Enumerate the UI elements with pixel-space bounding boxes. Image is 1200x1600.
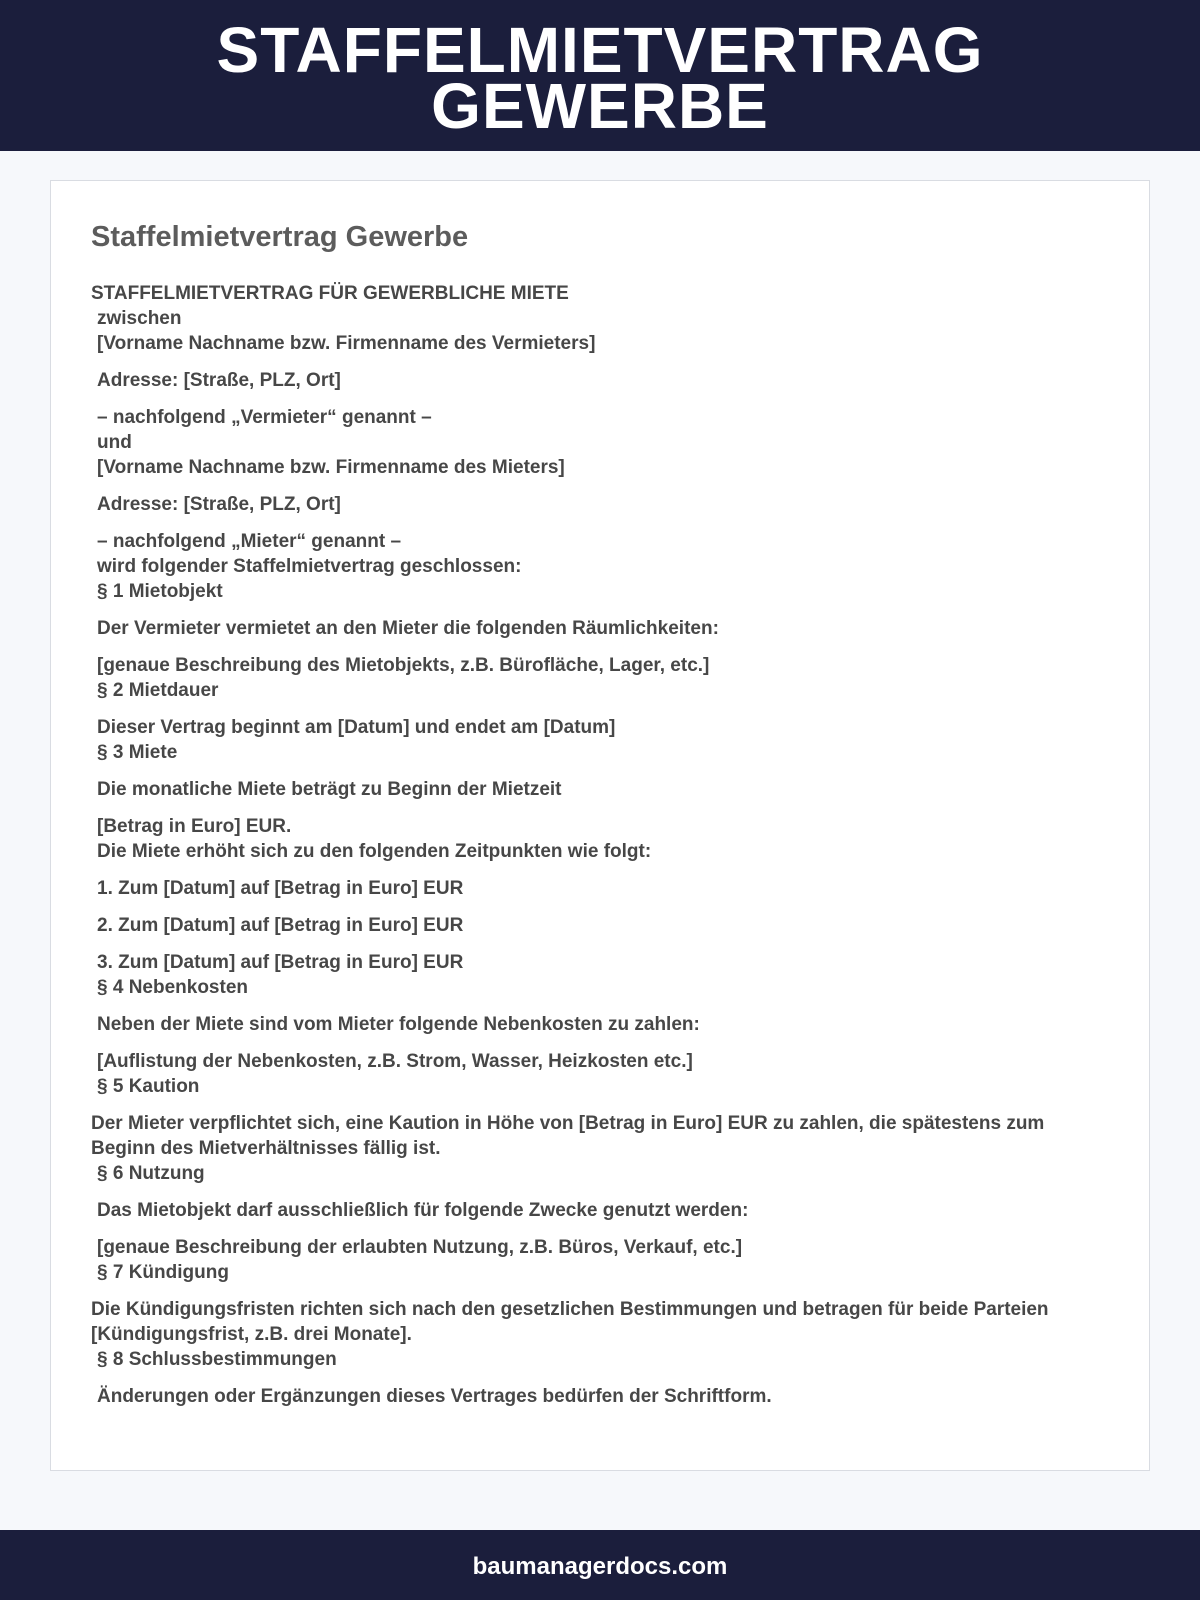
- text-line: wird folgender Staffelmietvertrag geschlossen:: [97, 556, 522, 577]
- header-title-line-1: STAFFELMIETVERTRAG: [216, 14, 984, 86]
- section-heading: § 6 Nutzung: [97, 1163, 205, 1184]
- document-heading: Staffelmietvertrag Gewerbe: [91, 221, 469, 253]
- text-line: Neben der Miete sind vom Mieter folgende Nebenkosten zu zahlen:: [97, 1014, 700, 1035]
- contract-title: STAFFELMIETVERTRAG FÜR GEWERBLICHE MIETE: [91, 283, 569, 304]
- page-header: [0, 0, 1200, 151]
- section-heading: § 1 Mietobjekt: [97, 581, 223, 602]
- landlord-address: Adresse: [Straße, PLZ, Ort]: [97, 370, 341, 391]
- header-title-line-2: GEWERBE: [431, 70, 769, 142]
- paragraph: Die Kündigungsfristen richten sich nach den gesetzlichen Bestimmungen und betragen für beide Parteien [Kündigungsfrist, z.B. drei Monate].: [91, 1299, 1049, 1345]
- text-line: Das Mietobjekt darf ausschließlich für folgende Zwecke genutzt werden:: [97, 1200, 749, 1221]
- document-card: [50, 180, 1150, 1471]
- text-line: [genaue Beschreibung des Mietobjekts, z.B. Bürofläche, Lager, etc.]: [97, 655, 710, 676]
- list-item: 2. Zum [Datum] auf [Betrag in Euro] EUR: [97, 915, 464, 936]
- list-item: 3. Zum [Datum] auf [Betrag in Euro] EUR: [97, 952, 464, 973]
- text-line: [Auflistung der Nebenkosten, z.B. Strom, Wasser, Heizkosten etc.]: [97, 1051, 693, 1072]
- page-footer: [0, 1530, 1200, 1600]
- footer-site-name: baumanagerdocs.com: [472, 1553, 728, 1580]
- text-line: Die Miete erhöht sich zu den folgenden Zeitpunkten wie folgt:: [97, 841, 652, 862]
- text-line: Änderungen oder Ergänzungen dieses Vertrages bedürfen der Schriftform.: [97, 1386, 772, 1407]
- text-line: Dieser Vertrag beginnt am [Datum] und endet am [Datum]: [97, 717, 616, 738]
- text-line: – nachfolgend „Vermieter“ genannt –: [97, 407, 432, 428]
- text-line: und: [97, 432, 132, 453]
- section-heading: § 2 Mietdauer: [97, 680, 219, 701]
- text-line: Der Vermieter vermietet an den Mieter die folgenden Räumlichkeiten:: [97, 618, 719, 639]
- tenant-address: Adresse: [Straße, PLZ, Ort]: [97, 494, 341, 515]
- landlord-name-placeholder: [Vorname Nachname bzw. Firmenname des Vermieters]: [97, 333, 596, 354]
- section-heading: § 7 Kündigung: [97, 1262, 229, 1283]
- text-line: [Betrag in Euro] EUR.: [97, 816, 292, 837]
- tenant-name-placeholder: [Vorname Nachname bzw. Firmenname des Mieters]: [97, 457, 565, 478]
- paragraph: Der Mieter verpflichtet sich, eine Kaution in Höhe von [Betrag in Euro] EUR zu zahlen, die spätestens zum Beginn des Mietverhältnisses fällig ist.: [91, 1113, 1045, 1159]
- text-line: Die monatliche Miete beträgt zu Beginn der Mietzeit: [97, 779, 562, 800]
- text-line: – nachfolgend „Mieter“ genannt –: [97, 531, 402, 552]
- text-line: [genaue Beschreibung der erlaubten Nutzung, z.B. Büros, Verkauf, etc.]: [97, 1237, 743, 1258]
- text-line: zwischen: [97, 308, 182, 329]
- section-heading: § 8 Schlussbestimmungen: [97, 1349, 337, 1370]
- section-heading: § 5 Kaution: [97, 1076, 200, 1097]
- list-item: 1. Zum [Datum] auf [Betrag in Euro] EUR: [97, 878, 464, 899]
- section-heading: § 3 Miete: [97, 742, 178, 763]
- document-body: [91, 281, 1111, 1409]
- section-heading: § 4 Nebenkosten: [97, 977, 248, 998]
